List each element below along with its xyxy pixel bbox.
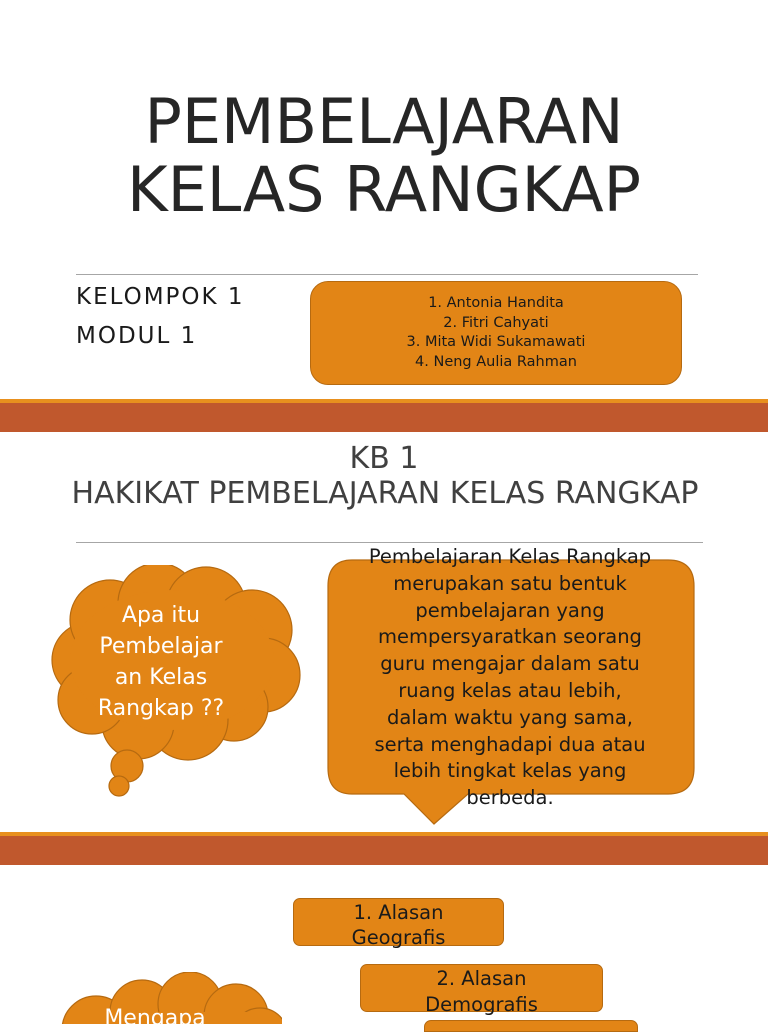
reason-line: Demografis <box>425 993 538 1016</box>
title-line-1: PEMBELAJARAN <box>144 85 624 158</box>
member-item: 1. Antonia Handita <box>428 295 564 311</box>
definition-line: lebih tingkat kelas yang <box>393 759 627 783</box>
reason-box-partial <box>424 1020 638 1032</box>
definition-line: dalam waktu yang sama, <box>387 705 633 729</box>
member-item: 3. Mita Widi Sukamawati <box>406 334 586 350</box>
definition-line: guru mengajar dalam satu <box>380 652 640 676</box>
page-title <box>0 85 768 226</box>
definition-text <box>330 544 690 812</box>
group-label: KELOMPOK 1 <box>76 284 245 310</box>
slide-separator <box>0 836 768 865</box>
reason-line: 1. Alasan <box>353 901 444 924</box>
cloud-question <box>70 600 252 724</box>
cloud-line: Pembelajar <box>99 634 223 659</box>
definition-line: merupakan satu bentuk <box>393 571 627 595</box>
definition-line: mempersyaratkan seorang <box>378 625 642 649</box>
reason-line: Geografis <box>351 926 446 949</box>
reason-box-geografis <box>293 898 504 949</box>
module-label: MODUL 1 <box>76 323 198 349</box>
definition-line: Pembelajaran Kelas Rangkap <box>368 545 652 568</box>
definition-line: pembelajaran yang <box>415 598 605 622</box>
title-divider <box>76 274 698 275</box>
cloud-line: an Kelas <box>114 665 208 690</box>
slide-separator <box>0 403 768 432</box>
section-heading: KB 1 <box>349 441 419 476</box>
section-divider <box>76 542 703 543</box>
definition-line: ruang kelas atau lebih, <box>398 678 622 702</box>
title-line-2: KELAS RANGKAP <box>126 153 642 226</box>
cloud-question-2: Mengapa <box>104 1006 206 1031</box>
members-box <box>310 281 682 385</box>
definition-line: berbeda. <box>466 786 554 810</box>
member-item: 4. Neng Aulia Rahman <box>415 353 577 370</box>
section-subheading: HAKIKAT PEMBELAJARAN KELAS RANGKAP <box>71 476 699 511</box>
reason-line: 2. Alasan <box>436 967 527 990</box>
member-item: 2. Fitri Cahyati <box>443 314 549 331</box>
definition-line: serta menghadapi dua atau <box>374 732 646 756</box>
cloud-line: Rangkap ?? <box>97 696 225 721</box>
reason-box-demografis <box>360 964 603 1016</box>
cloud-line: Apa itu <box>121 603 201 628</box>
